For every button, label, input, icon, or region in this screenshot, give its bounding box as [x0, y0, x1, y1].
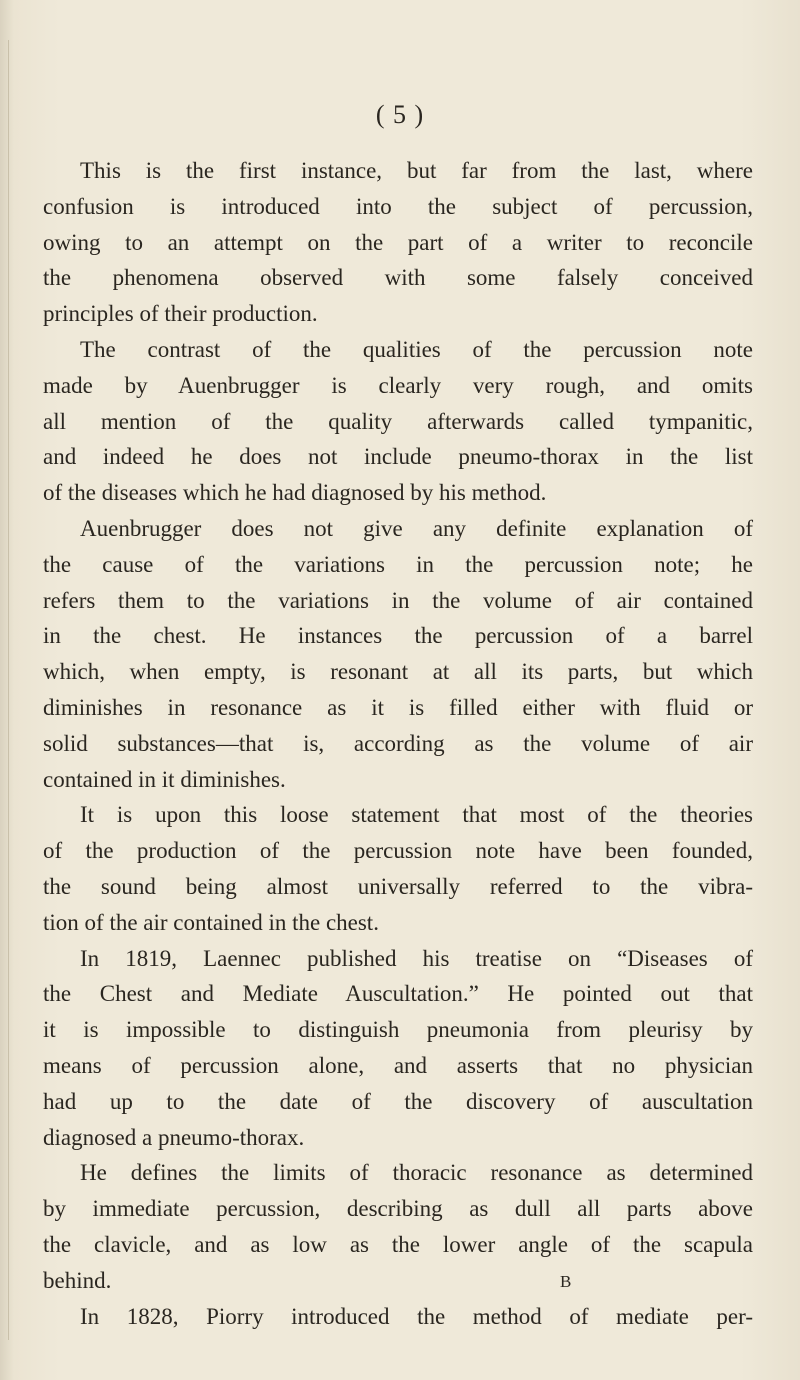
text-line: principles of their production.: [43, 301, 318, 327]
text-line: the phenomena observed with some falsely conceived: [43, 265, 753, 291]
text-line: means of percussion alone, and asserts that no physician: [43, 1052, 753, 1078]
text-line: all mention of the quality afterwards called tympanitic,: [43, 408, 753, 434]
text-line: the cause of the variations in the percussion note; he: [43, 551, 753, 577]
text-line: confusion is introduced into the subject of percussion,: [43, 193, 753, 219]
text-line: In 1828, Piorry introduced the method of mediate per-: [80, 1303, 753, 1329]
text-line: of the diseases which he had diagnosed by his method.: [43, 480, 547, 506]
text-line: the sound being almost universally referred to the vibra-: [43, 873, 753, 899]
text-line: the Chest and Mediate Auscultation.” He pointed out that: [43, 981, 753, 1007]
text-line: He defines the limits of thoracic resonance as determined: [80, 1160, 753, 1186]
text-line: which, when empty, is resonant at all its parts, but which: [43, 659, 753, 685]
text-line: owing to an attempt on the part of a writer to reconcile: [43, 229, 753, 255]
text-line: tion of the air contained in the chest.: [43, 909, 379, 935]
page-gutter-edge: [8, 40, 9, 1340]
text-line: diagnosed a pneumo-thorax.: [43, 1124, 305, 1150]
text-line: solid substances—that is, according as the volume of air: [43, 730, 753, 756]
text-line: Auenbrugger does not give any definite explanation of: [80, 515, 753, 541]
text-line: the clavicle, and as low as the lower angle of the scapula: [43, 1231, 753, 1257]
text-line: and indeed he does not include pneumo-thorax in the list: [43, 444, 753, 470]
text-line: had up to the date of the discovery of auscultation: [43, 1088, 753, 1114]
text-line: by immediate percussion, describing as dull all parts above: [43, 1196, 753, 1222]
text-line: made by Auenbrugger is clearly very rough, and omits: [43, 372, 753, 398]
page-number-header: ( 5 ): [375, 100, 425, 129]
text-line: The contrast of the qualities of the percussion note: [80, 336, 753, 362]
text-line: It is upon this loose statement that most of the theories: [80, 802, 753, 828]
text-line: This is the first instance, but far from the last, where: [80, 158, 753, 183]
text-line: of the production of the percussion note have been founded,: [43, 838, 753, 864]
signature-mark: B: [560, 1272, 572, 1291]
text-line: In 1819, Laennec published his treatise on “Diseases of: [80, 945, 753, 971]
text-line: contained in it diminishes.: [43, 766, 286, 792]
text-line: in the chest. He instances the percussion of a barrel: [43, 623, 753, 649]
text-line: diminishes in resonance as it is filled either with fluid or: [43, 694, 753, 720]
text-line: it is impossible to distinguish pneumonia from pleurisy by: [43, 1017, 753, 1043]
text-line: behind.: [43, 1267, 112, 1293]
text-line: refers them to the variations in the volume of air contained: [43, 587, 753, 613]
body-text: [43, 153, 753, 1334]
